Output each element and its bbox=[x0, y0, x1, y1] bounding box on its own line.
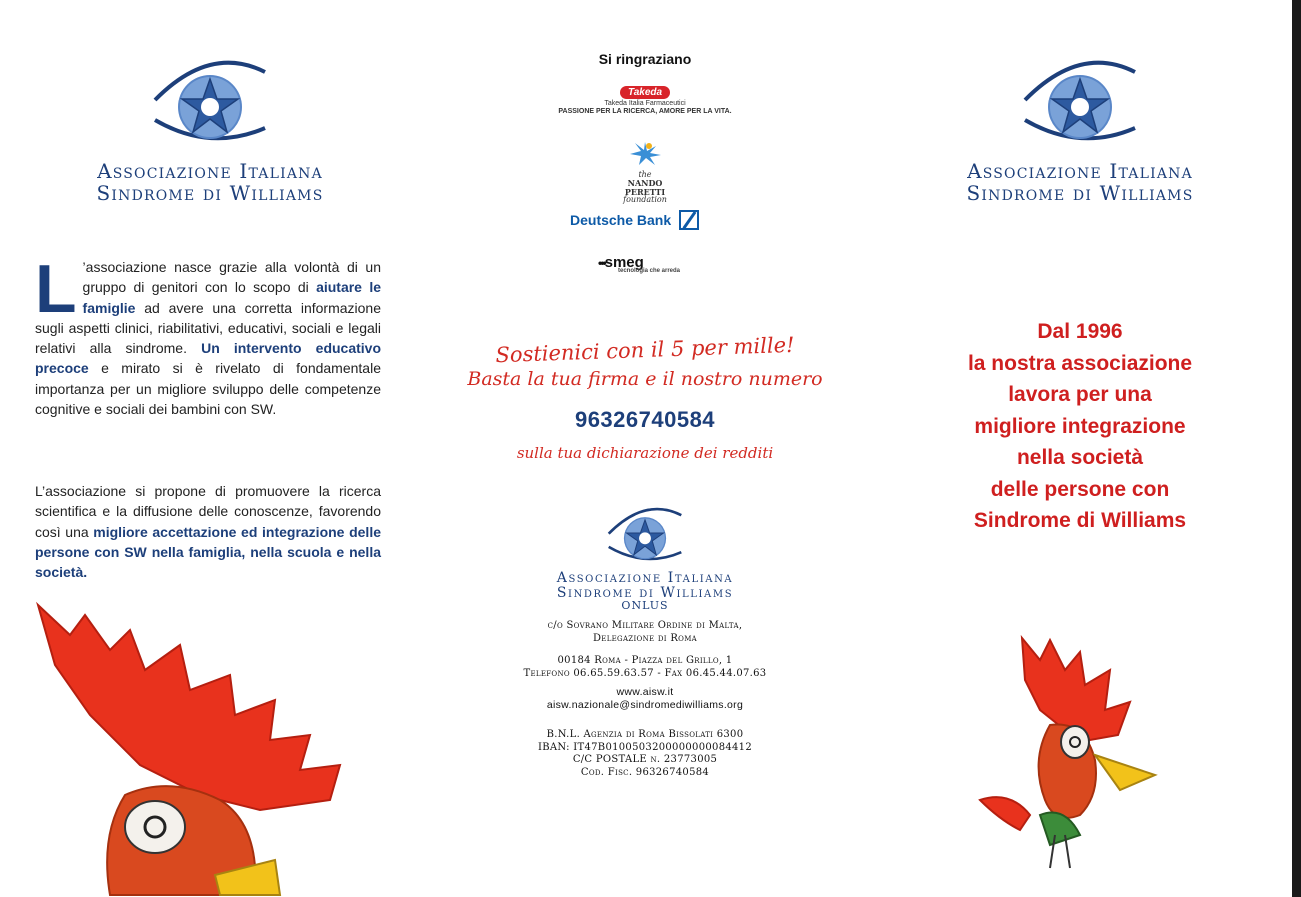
fiscal-code-number: 96326740584 bbox=[574, 407, 716, 432]
website-link[interactable]: www.aisw.it bbox=[616, 686, 674, 698]
association-name-line1: Associazione Italiana bbox=[97, 159, 323, 183]
nando-line2: PERETTI bbox=[624, 186, 666, 197]
intro-text-2: ad avere una corretta informazione sugli aspetti clinici, riabilitativi, educativi, sociali e legali relativi alla sindrome. bbox=[35, 299, 381, 357]
postal-account: C/C POSTALE n. 23773005 bbox=[572, 754, 718, 765]
nando-line1: NANDO bbox=[627, 178, 663, 189]
takeda-subtitle: Takeda Italia Farmaceutici bbox=[604, 100, 686, 107]
mission-text: L’associazione si propone di promuovere la ricerca scientifica e la diffusione delle conoscenze, favorendo così una bbox=[35, 483, 381, 540]
nando-text bbox=[610, 171, 680, 205]
takeda-logo bbox=[550, 82, 740, 116]
address-line1: c/o Sovrano Militare Ordine di Malta, bbox=[547, 620, 743, 631]
association-logo bbox=[930, 52, 1230, 204]
association-logo-small bbox=[585, 502, 705, 568]
statement-line7: Sindrome di Williams bbox=[973, 509, 1187, 532]
statement-line3: lavora per una bbox=[1008, 383, 1152, 406]
eye-star-icon bbox=[145, 52, 275, 152]
tax-return-line: sulla tua dichiarazione dei redditi bbox=[516, 444, 774, 462]
web-block bbox=[420, 686, 870, 712]
statement-line6: delle persone con bbox=[990, 477, 1170, 501]
mission-highlight: migliore accettazione ed integrazione delle persone con SW nella famiglia, nella scuola e nella società. bbox=[35, 523, 381, 581]
association-name-line2: Sindrome di Williams bbox=[556, 584, 734, 601]
smeg-logo bbox=[598, 254, 680, 274]
since-1996-statement bbox=[910, 316, 1250, 537]
takeda-tagline: PASSIONE PER LA RICERCA, AMORE PER LA VITA. bbox=[558, 108, 732, 116]
address-line2: Delegazione di Roma bbox=[592, 632, 698, 644]
iban: IBAN: IT47B0100503200000000084412 bbox=[537, 741, 753, 753]
rooster-drawing-left bbox=[30, 595, 420, 897]
thanks-heading: Si ringraziano bbox=[598, 51, 692, 67]
smeg-dots-icon: ••• bbox=[598, 256, 605, 270]
association-logo bbox=[60, 52, 360, 204]
nando-line3: foundation bbox=[623, 195, 667, 205]
statement-line5: nella società bbox=[1016, 446, 1144, 469]
eye-star-icon bbox=[600, 502, 690, 568]
deutsche-bank-logo bbox=[570, 210, 699, 230]
onlus-label: ONLUS bbox=[621, 599, 669, 613]
association-name bbox=[60, 160, 360, 204]
intro-text-3: e mirato si è rivelato di fondamentale importanza per un migliore sviluppo delle competenze cognitive e sociali dei bambini con SW. bbox=[35, 360, 381, 418]
street-address: 00184 Roma - Piazza del Grillo, 1 bbox=[557, 655, 733, 666]
middle-panel bbox=[420, 0, 870, 897]
address-block bbox=[420, 620, 870, 645]
statement-line1: Dal 1996 bbox=[1037, 320, 1123, 343]
statement-line2: la nostra associazione bbox=[967, 351, 1193, 375]
intro-text-1: ’associazione nasce grazie alla volontà di un gruppo di genitori con lo scopo di bbox=[82, 259, 381, 296]
phone-block bbox=[420, 655, 870, 680]
phone-fax: Telefono 06.65.59.63.57 - Fax 06.45.44.07.63 bbox=[523, 667, 767, 679]
bank-name: B.N.L. Agenzia di Roma Bissolati 6300 bbox=[546, 729, 744, 740]
intro-highlight-2: Un intervento educativo precoce bbox=[35, 340, 382, 377]
association-name bbox=[930, 160, 1230, 204]
tax-code: Cod. Fisc. 96326740584 bbox=[580, 766, 710, 778]
deutsche-bank-label: Deutsche Bank bbox=[570, 212, 672, 228]
mission-paragraph bbox=[35, 481, 381, 582]
rooster-drawing-right bbox=[970, 630, 1170, 870]
statement-line4: migliore integrazione bbox=[974, 414, 1186, 438]
bank-block bbox=[420, 729, 870, 779]
intro-paragraph bbox=[35, 251, 382, 419]
intro-highlight-1: aiutare le famiglie bbox=[82, 279, 381, 316]
signature-line: Basta la tua firma e il nostro numero bbox=[467, 368, 823, 390]
association-name-small bbox=[420, 571, 870, 612]
nando-peretti-logo bbox=[610, 140, 680, 205]
email-link[interactable]: aisw.nazionale@sindromediwilliams.org bbox=[546, 699, 744, 712]
eye-star-icon bbox=[1015, 52, 1145, 152]
association-name-line2: Sindrome di Williams bbox=[96, 181, 324, 205]
window-edge-bar bbox=[1292, 0, 1301, 897]
association-name-line1: Associazione Italiana bbox=[967, 159, 1193, 183]
nando-the: the bbox=[638, 170, 652, 179]
drop-cap: L bbox=[35, 251, 77, 327]
association-name-line1: Associazione Italiana bbox=[556, 570, 734, 586]
smeg-label: smeg bbox=[604, 254, 644, 271]
smeg-tagline: tecnologia che arreda bbox=[618, 268, 681, 274]
nando-star-icon bbox=[625, 140, 665, 166]
deutsche-bank-slash-icon bbox=[679, 210, 699, 230]
association-name-line2: Sindrome di Williams bbox=[966, 181, 1194, 205]
five-per-mille-heading: Sostienici con il 5 per mille! bbox=[495, 332, 795, 368]
takeda-badge: Takeda bbox=[620, 86, 670, 99]
